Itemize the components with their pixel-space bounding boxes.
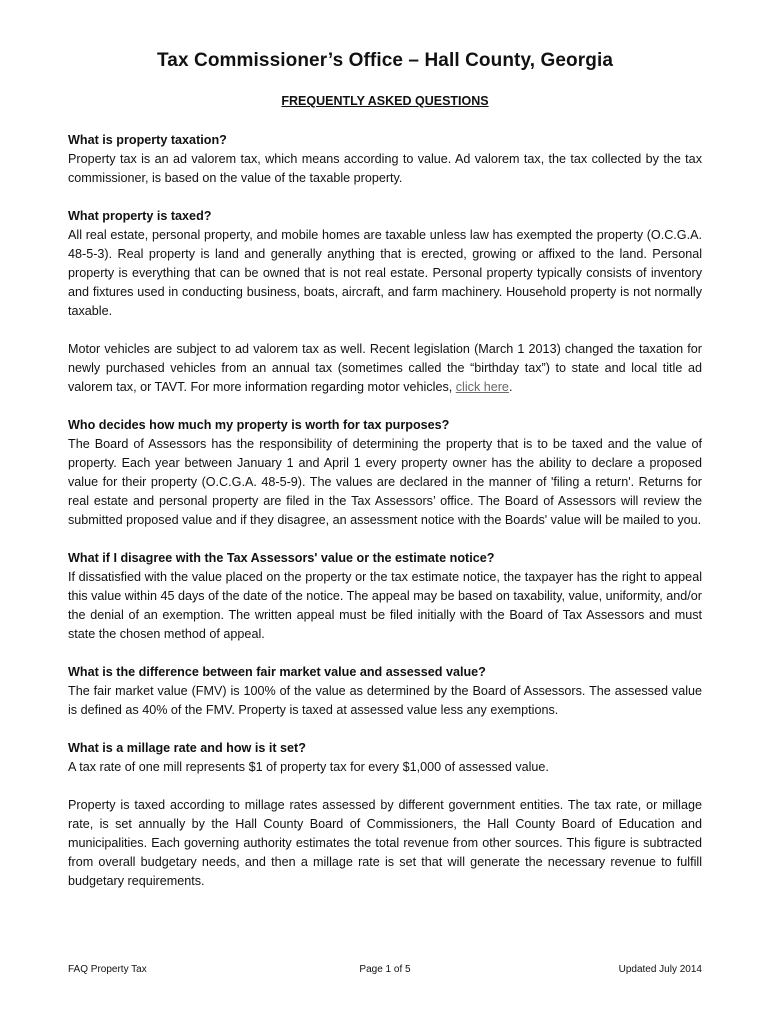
- footer-page-number: Page 1 of 5: [359, 964, 411, 975]
- question-1: What is property taxation?: [68, 133, 227, 147]
- answer-2b-end: .: [508, 380, 513, 394]
- answer-6-millage: Property is taxed according to millage rates assessed by different government entities. The tax rate, or millage rate, is set annually by the Hall County Board of Commissioners, the Hall County Board of Education and municipalities. Each governing authority estimates the total revenue from other sources. This figure is subtracted from overall budgetary needs, and then a millage rate is set that will generate the necessary revenue to fulfill budgetary requirements.: [68, 798, 702, 888]
- answer-2: All real estate, personal property, and mobile homes are taxable unless law has exempted the property (O.C.G.A. 48-5-3). Real property is land and generally anything that is erected, growing or affixed to the land. Personal property is everything that can be owned that is not real estate. Personal property typically consists of inventory and fixtures used in conducting business, boats, aircraft, and farm machinery. Household property is not normally taxable.: [68, 228, 702, 318]
- question-6: What is a millage rate and how is it set?: [68, 741, 306, 755]
- answer-1: Property tax is an ad valorem tax, which means according to value. Ad valorem tax, the tax collected by the tax commissioner, is based on the value of the taxable property.: [68, 152, 702, 185]
- answer-6: A tax rate of one mill represents $1 of property tax for every $1,000 of assessed value.: [68, 760, 549, 774]
- page-footer: [68, 964, 702, 978]
- question-3: Who decides how much my property is worth for tax purposes?: [68, 418, 450, 432]
- faq-content: [68, 131, 702, 891]
- answer-4: If dissatisfied with the value placed on the property or the tax estimate notice, the taxpayer has the right to appeal this value within 45 days of the date of the notice. The appeal may be based on taxability, value, uniformity, and/or the denial of an exemption. The written appeal must be filed initially with the Board of Tax Assessors and must state the chosen method of appeal.: [68, 570, 702, 641]
- question-5: What is the difference between fair market value and assessed value?: [68, 665, 486, 679]
- footer-updated-date: Updated July 2014: [618, 964, 702, 975]
- question-4: What if I disagree with the Tax Assessors' value or the estimate notice?: [68, 551, 495, 565]
- motor-vehicles-link[interactable]: click here: [455, 380, 509, 394]
- page-title: Tax Commissioner’s Office – Hall County, Georgia: [157, 50, 613, 71]
- question-2: What property is taxed?: [68, 209, 212, 223]
- answer-3: The Board of Assessors has the responsibility of determining the property that is to be taxed and the value of property. Each year between January 1 and April 1 every property owner has the ability to declare a proposed value for their property (O.C.G.A. 48-5-9). The values are declared in the manner of 'filing a return'. Returns for real estate and personal property are filed in the Tax Assessors’ office. The Board of Assessors will review the submitted proposed value and if they disagree, an assessment notice with the Boards' value will be mailed to you.: [68, 437, 702, 527]
- faq-heading: FREQUENTLY ASKED QUESTIONS: [281, 94, 489, 108]
- answer-2b-text: Motor vehicles are subject to ad valorem tax as well. Recent legislation (March 1 2013) changed the taxation for newly purchased vehicles from an annual tax (sometimes called the “birthday tax”) to state and local title ad valorem tax, or TAVT. For more information regarding motor vehicles,: [68, 342, 702, 394]
- answer-5: The fair market value (FMV) is 100% of the value as determined by the Board of Assessors. The assessed value is defined as 40% of the FMV. Property is taxed at assessed value less any exemptions.: [68, 684, 702, 717]
- footer-doc-name: FAQ Property Tax: [68, 964, 147, 975]
- answer-2-motor-vehicles: [68, 340, 702, 397]
